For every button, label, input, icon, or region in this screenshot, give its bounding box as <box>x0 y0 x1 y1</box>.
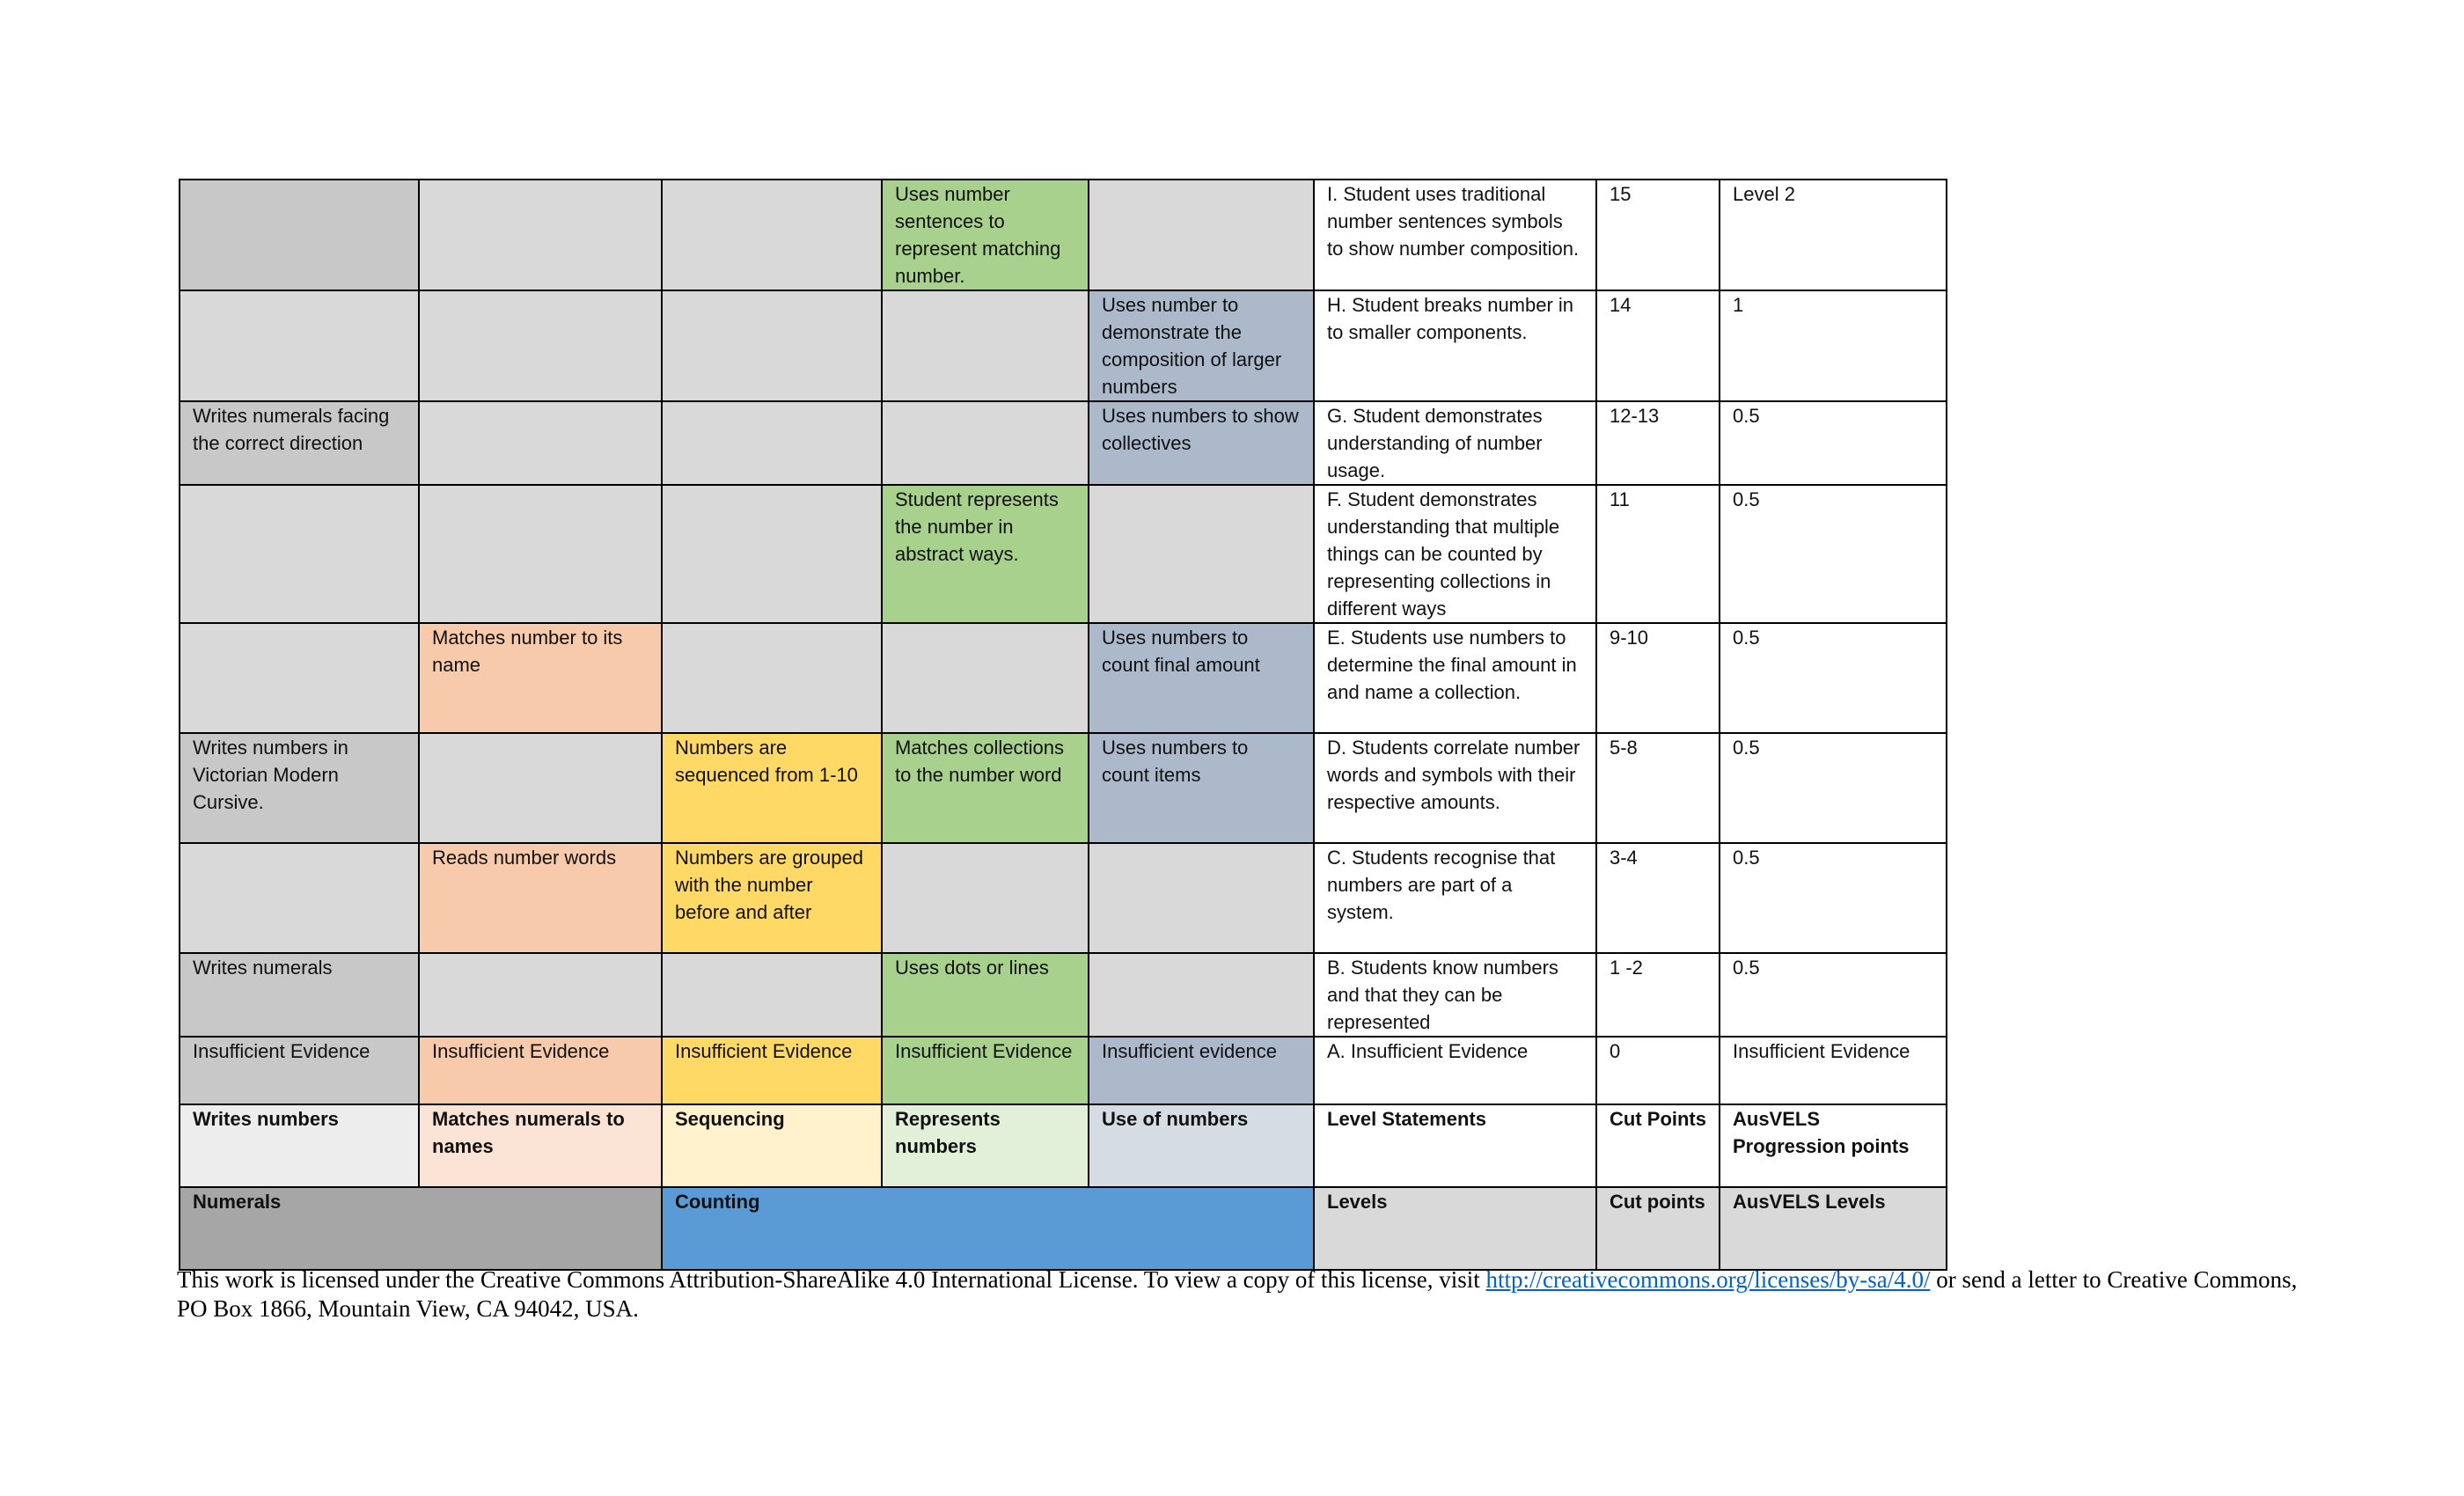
cut-point-cell: 15 <box>1596 180 1720 290</box>
matches-cell <box>419 953 662 1037</box>
sequencing-cell <box>662 401 882 485</box>
level-statement-cell: A. Insufficient Evidence <box>1314 1037 1596 1104</box>
group-levels: Levels <box>1314 1187 1596 1270</box>
group-counting: Counting <box>662 1187 1314 1270</box>
header-level-statements: Level Statements <box>1314 1104 1596 1187</box>
group-numerals: Numerals <box>180 1187 662 1270</box>
use-cell: Uses numbers to show collectives <box>1089 401 1314 485</box>
license-text-after: or send a letter to Creative Commons, PO Box 1866, Mountain View, CA 94042, USA. <box>177 1266 2298 1322</box>
table-row <box>180 401 1947 485</box>
matches-cell <box>419 290 662 401</box>
sequencing-cell <box>662 485 882 623</box>
sequencing-cell <box>662 180 882 290</box>
group-header-row <box>180 1187 1947 1270</box>
level-statement-cell: B. Students know numbers and that they can be represented <box>1314 953 1596 1037</box>
table-row <box>180 290 1947 401</box>
matches-cell <box>419 401 662 485</box>
table-row <box>180 733 1947 843</box>
matches-cell <box>419 180 662 290</box>
cut-point-cell: 1 -2 <box>1596 953 1720 1037</box>
ausvels-cell: 1 <box>1720 290 1947 401</box>
represents-cell <box>882 623 1089 733</box>
use-cell: Uses number to demonstrate the composition of larger numbers <box>1089 290 1314 401</box>
use-cell <box>1089 953 1314 1037</box>
represents-cell <box>882 843 1089 953</box>
header-represents-numbers: Represents numbers <box>882 1104 1089 1187</box>
level-statement-cell: D. Students correlate number words and symbols with their respective amounts. <box>1314 733 1596 843</box>
table-row <box>180 623 1947 733</box>
use-cell: Uses numbers to count final amount <box>1089 623 1314 733</box>
table-row <box>180 1037 1947 1104</box>
sequencing-cell: Numbers are grouped with the number before and after <box>662 843 882 953</box>
ausvels-cell: 0.5 <box>1720 623 1947 733</box>
cut-point-cell: 3-4 <box>1596 843 1720 953</box>
use-cell: Uses numbers to count items <box>1089 733 1314 843</box>
ausvels-cell: 0.5 <box>1720 485 1947 623</box>
table-row <box>180 180 1947 290</box>
cut-point-cell: 11 <box>1596 485 1720 623</box>
represents-cell: Uses number sentences to represent matching number. <box>882 180 1089 290</box>
header-matches-numerals: Matches numerals to names <box>419 1104 662 1187</box>
level-statement-cell: C. Students recognise that numbers are part of a system. <box>1314 843 1596 953</box>
matches-cell <box>419 485 662 623</box>
represents-cell <box>882 401 1089 485</box>
license-notice <box>177 1265 2306 1324</box>
use-cell <box>1089 843 1314 953</box>
represents-cell: Student represents the number in abstract ways. <box>882 485 1089 623</box>
use-cell: Insufficient evidence <box>1089 1037 1314 1104</box>
cut-point-cell: 0 <box>1596 1037 1720 1104</box>
license-text-before: This work is licensed under the Creative Commons Attribution-ShareAlike 4.0 International License. To view a copy of this license, visit <box>177 1266 1486 1293</box>
use-cell <box>1089 180 1314 290</box>
header-cut-points: Cut Points <box>1596 1104 1720 1187</box>
rubric-table <box>179 179 1947 1271</box>
ausvels-cell: 0.5 <box>1720 401 1947 485</box>
matches-cell: Matches number to its name <box>419 623 662 733</box>
writes-cell: Writes numerals <box>180 953 419 1037</box>
writes-cell <box>180 623 419 733</box>
ausvels-cell: 0.5 <box>1720 843 1947 953</box>
matches-cell <box>419 733 662 843</box>
sequencing-cell: Numbers are sequenced from 1-10 <box>662 733 882 843</box>
ausvels-cell: 0.5 <box>1720 733 1947 843</box>
header-use-of-numbers: Use of numbers <box>1089 1104 1314 1187</box>
level-statement-cell: G. Student demonstrates understanding of number usage. <box>1314 401 1596 485</box>
cut-point-cell: 14 <box>1596 290 1720 401</box>
sequencing-cell <box>662 290 882 401</box>
writes-cell: Writes numerals facing the correct direction <box>180 401 419 485</box>
matches-cell: Reads number words <box>419 843 662 953</box>
represents-cell <box>882 290 1089 401</box>
level-statement-cell: E. Students use numbers to determine the final amount in and name a collection. <box>1314 623 1596 733</box>
level-statement-cell: H. Student breaks number in to smaller components. <box>1314 290 1596 401</box>
cut-point-cell: 9-10 <box>1596 623 1720 733</box>
represents-cell: Matches collections to the number word <box>882 733 1089 843</box>
use-cell <box>1089 485 1314 623</box>
level-statement-cell: I. Student uses traditional number sentences symbols to show number composition. <box>1314 180 1596 290</box>
writes-cell <box>180 485 419 623</box>
cut-point-cell: 5-8 <box>1596 733 1720 843</box>
table-row <box>180 953 1947 1037</box>
group-ausvels-levels: AusVELS Levels <box>1720 1187 1947 1270</box>
level-statement-cell: F. Student demonstrates understanding that multiple things can be counted by representing collections in different ways <box>1314 485 1596 623</box>
represents-cell: Uses dots or lines <box>882 953 1089 1037</box>
table-row <box>180 843 1947 953</box>
sequencing-cell <box>662 623 882 733</box>
cut-point-cell: 12-13 <box>1596 401 1720 485</box>
writes-cell <box>180 843 419 953</box>
represents-cell: Insufficient Evidence <box>882 1037 1089 1104</box>
sequencing-cell <box>662 953 882 1037</box>
writes-cell <box>180 180 419 290</box>
ausvels-cell: Insufficient Evidence <box>1720 1037 1947 1104</box>
writes-cell: Writes numbers in Victorian Modern Cursive. <box>180 733 419 843</box>
sequencing-cell: Insufficient Evidence <box>662 1037 882 1104</box>
table-row <box>180 485 1947 623</box>
header-sequencing: Sequencing <box>662 1104 882 1187</box>
group-cut-points: Cut points <box>1596 1187 1720 1270</box>
header-writes-numbers: Writes numbers <box>180 1104 419 1187</box>
writes-cell <box>180 290 419 401</box>
matches-cell: Insufficient Evidence <box>419 1037 662 1104</box>
writes-cell: Insufficient Evidence <box>180 1037 419 1104</box>
ausvels-cell: 0.5 <box>1720 953 1947 1037</box>
license-link[interactable]: http://creativecommons.org/licenses/by-sa/4.0/ <box>1485 1266 1931 1293</box>
column-header-row <box>180 1104 1947 1187</box>
header-ausvels-progression: AusVELS Progression points <box>1720 1104 1947 1187</box>
ausvels-cell: Level 2 <box>1720 180 1947 290</box>
